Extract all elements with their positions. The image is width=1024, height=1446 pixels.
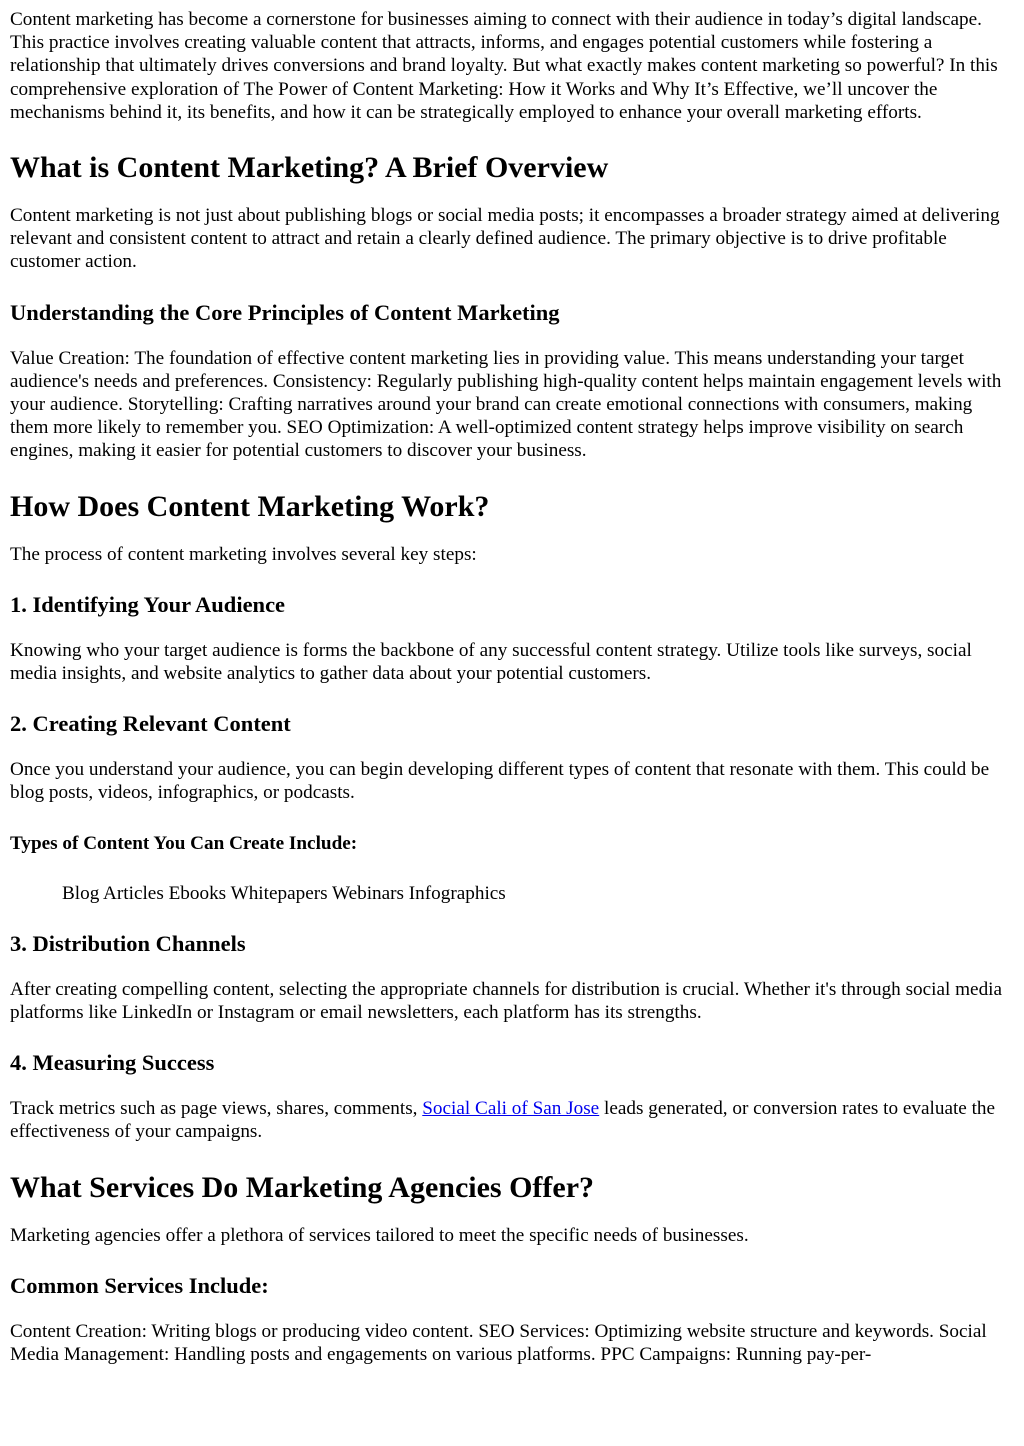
measuring-success-text-end: leads generated, or conversion rates to evaluate the effectiveness of your campaigns. [10,1098,996,1143]
heading-how-it-works: How Does Content Marketing Work? [10,489,490,523]
heading-core-principles: Understanding the Core Principles of Content Marketing [10,299,560,325]
distribution-channels-paragraph: After creating compelling content, selecting the appropriate channels for distribution is crucial. Whether it's through social media platforms like LinkedIn or Instagram or email newsletters, each platform has its strengths. [10,978,1003,1024]
measuring-success-paragraph [10,1097,1014,1143]
heading-measuring-success: 4. Measuring Success [10,1050,215,1076]
content-types-list: Blog Articles Ebooks Whitepapers Webinars Infographics [62,882,506,904]
heading-common-services: Common Services Include: [10,1272,269,1298]
intro-paragraph: Content marketing has become a cornerstone for businesses aiming to connect with their audience in today’s digital landscape. This practice involves creating valuable content that attracts, informs, and engages potential customers while fostering a relationship that ultimately drives conversions and brand loyalty. But what exactly makes content marketing so powerful? In this comprehensive exploration of The Power of Content Marketing: How it Works and Why It’s Effective, we’ll uncover the mechanisms behind it, its benefits, and how it can be strategically employed to enhance your overall marketing efforts. [10,9,998,123]
heading-identifying-audience: 1. Identifying Your Audience [10,591,286,617]
how-it-works-paragraph: The process of content marketing involves several key steps: [10,543,477,565]
heading-what-is-content-marketing: What is Content Marketing? A Brief Overview [10,151,609,185]
social-cali-link[interactable]: Social Cali of San Jose [422,1098,600,1120]
agency-services-paragraph: Marketing agencies offer a plethora of services tailored to meet the specific needs of businesses. [10,1224,749,1246]
measuring-success-text-start: Track metrics such as page views, shares, comments, [10,1098,423,1120]
heading-agency-services: What Services Do Marketing Agencies Offer? [10,1170,595,1204]
identifying-audience-paragraph: Knowing who your target audience is forms the backbone of any successful content strategy. Utilize tools like surveys, social media insights, and website analytics to gather data about your potential customers. [10,639,972,685]
core-principles-paragraph: Value Creation: The foundation of effective content marketing lies in providing value. This means understanding your target audience's needs and preferences. Consistency: Regularly publishing high-quality content helps maintain engagement levels with your audience. Storytelling: Crafting narratives around your brand can create emotional connections with consumers, making them more likely to remember you. SEO Optimization: A well-optimized content strategy helps improve visibility on search engines, making it easier for potential customers to discover your business. [10,347,1002,462]
heading-creating-content: 2. Creating Relevant Content [10,711,291,737]
heading-distribution-channels: 3. Distribution Channels [10,930,246,956]
creating-content-paragraph: Once you understand your audience, you can begin developing different types of content that resonate with them. This could be blog posts, videos, infographics, or podcasts. [10,759,990,804]
common-services-paragraph: Content Creation: Writing blogs or producing video content. SEO Services: Optimizing website structure and keywords. Social Media Management: Handling posts and engagements on various platforms. PPC Campaigns: Running pay-per- [10,1320,987,1366]
heading-content-types: Types of Content You Can Create Include: [10,832,358,854]
overview-paragraph: Content marketing is not just about publishing blogs or social media posts; it encompasses a broader strategy aimed at delivering relevant and consistent content to attract and retain a clearly defined audience. The primary objective is to drive profitable customer action. [10,205,1000,273]
